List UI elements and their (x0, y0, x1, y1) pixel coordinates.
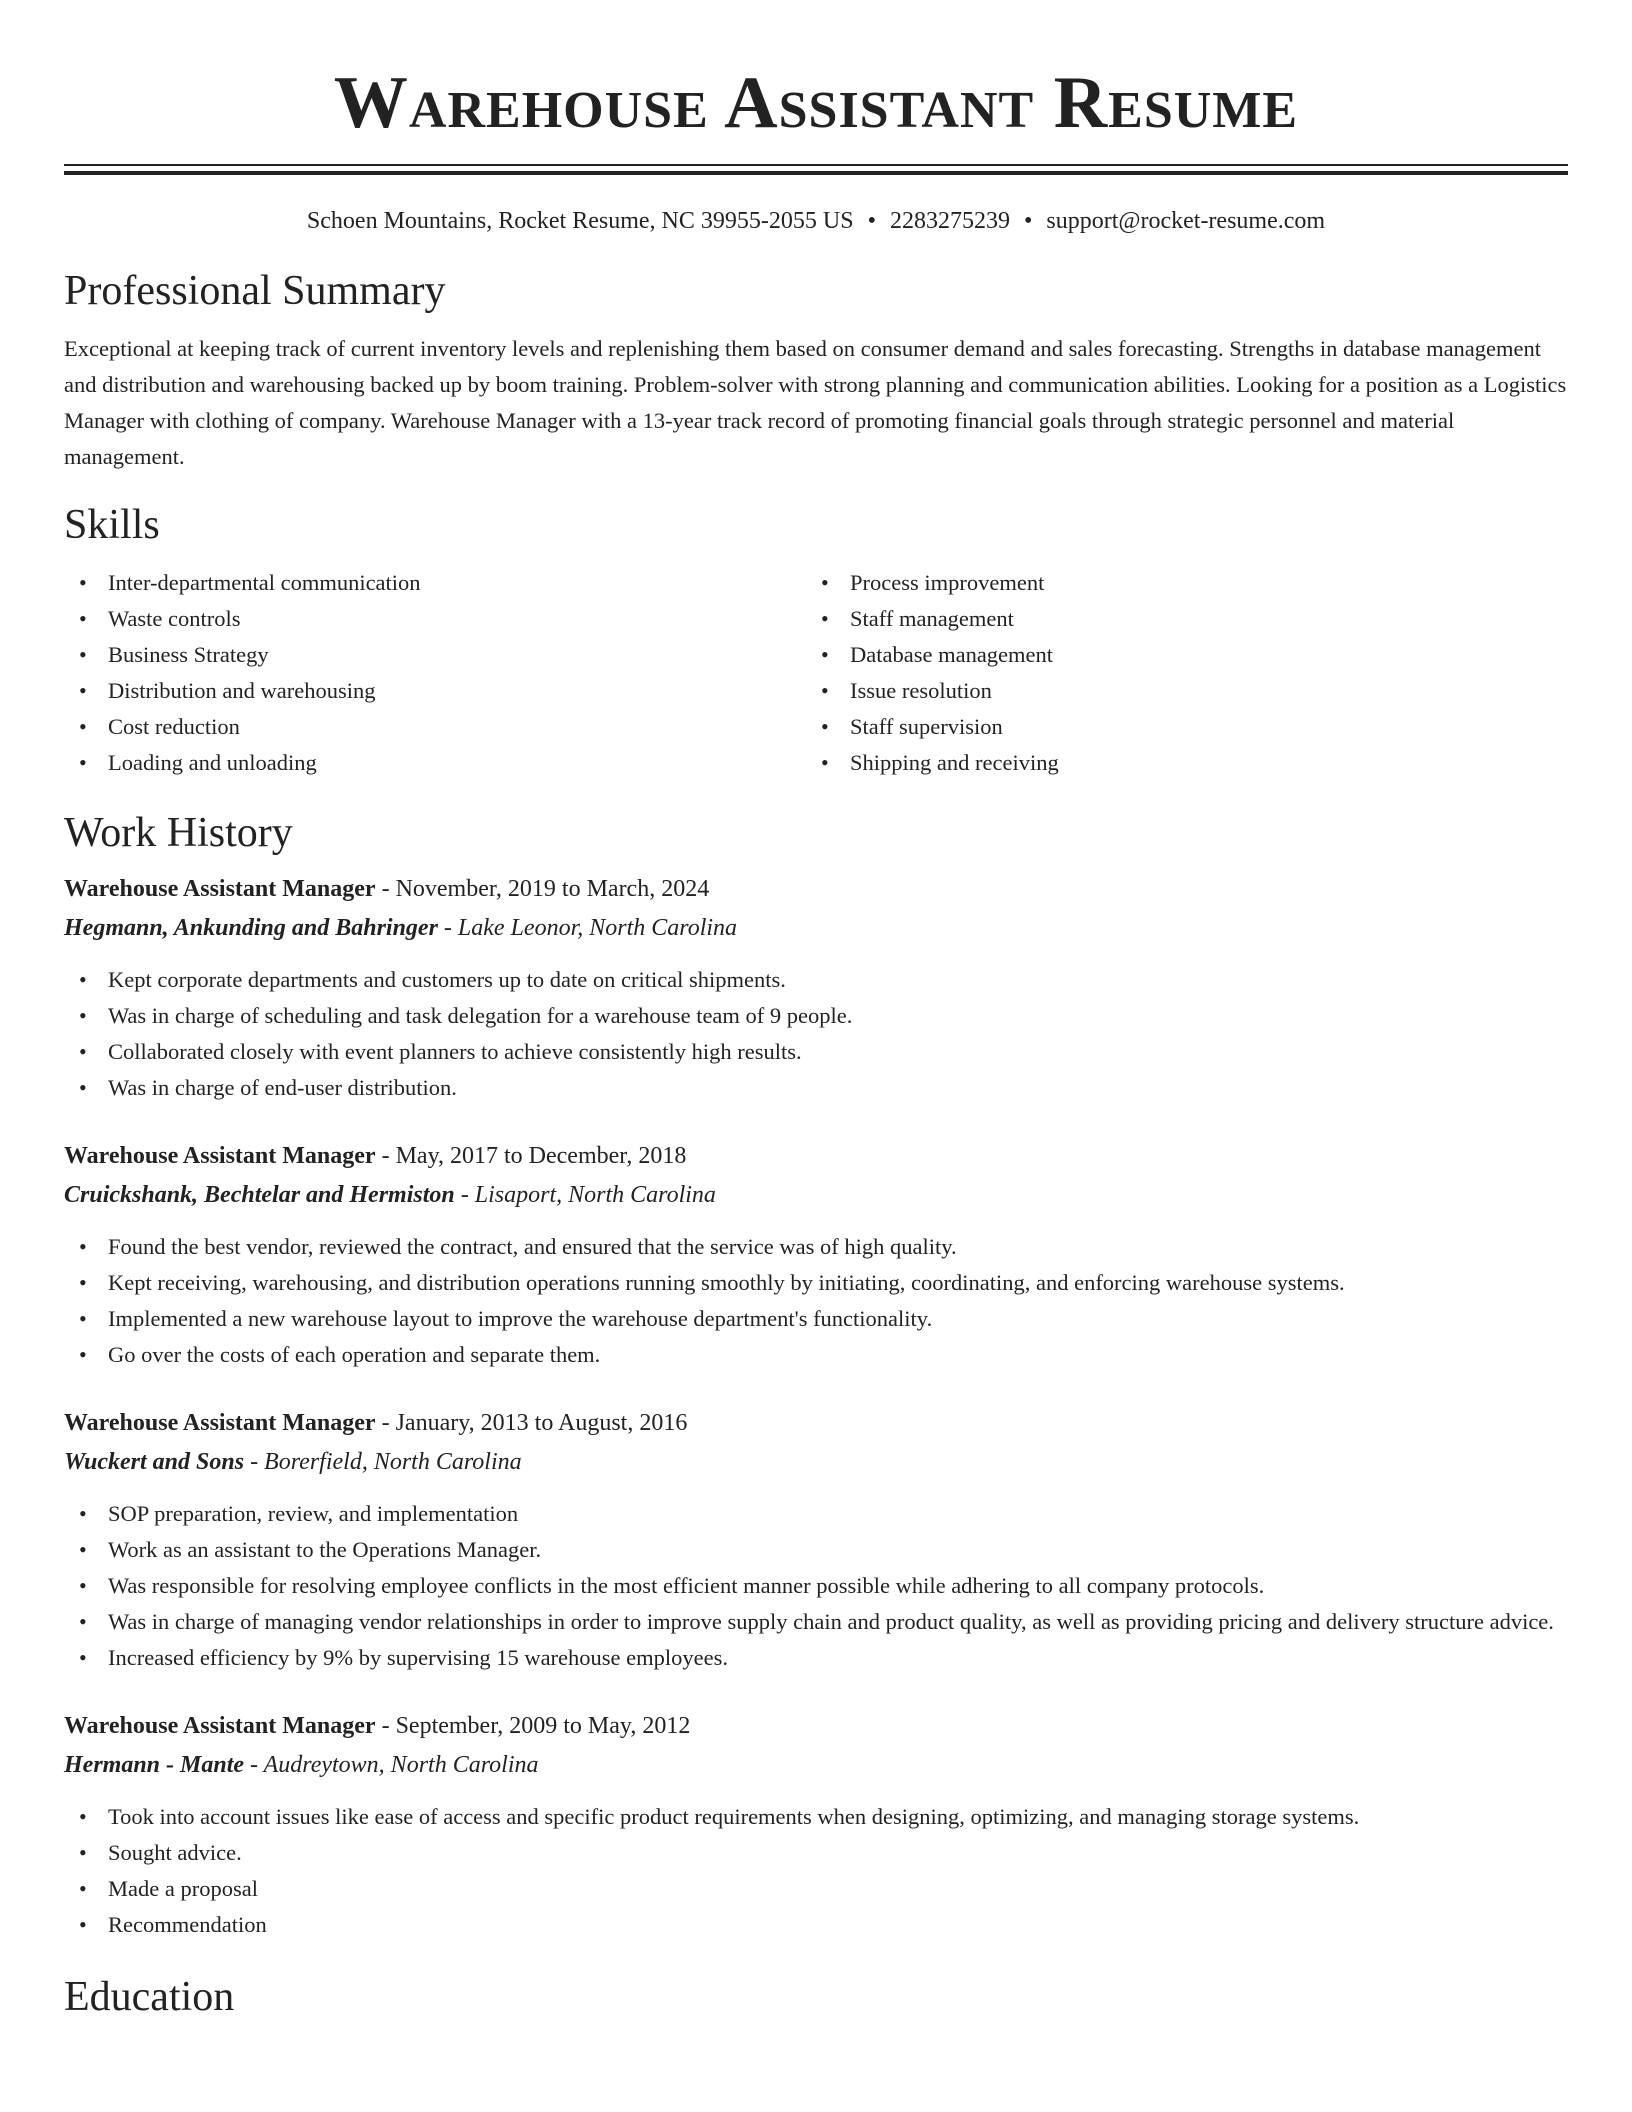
job-bullet: • Took into account issues like ease of access and specific product requirements when designing, optimizing, and managing storage systems. (79, 1804, 1360, 1829)
title-divider-thin (64, 164, 1568, 166)
job-bullet: • Kept corporate departments and customers up to date on critical shipments. (79, 967, 786, 992)
job-dates: - November, 2019 to March, 2024 (375, 876, 710, 902)
education-section (64, 1971, 1568, 2023)
job-entry (64, 1138, 1568, 1373)
skill-item: • Distribution and warehousing (79, 678, 376, 703)
skills-heading: Skills (64, 502, 160, 548)
summary-text: Exceptional at keeping track of current inventory levels and replenishing them based on consumer demand and sales forecasting. Strengths in database management and distribution and warehousing backed up by boom training. Problem-solver with strong planning and communication abilities. Looking for a position as a Logistics Manager with clothing of company. Warehouse Manager with a 13-year track record of promoting financial goals through strategic personnel and material management. (64, 336, 1567, 469)
job-bullet: • Was responsible for resolving employee conflicts in the most efficient manner possible while adhering to all company protocols. (79, 1573, 1265, 1598)
job-bullet: • Was in charge of end-user distribution. (79, 1075, 457, 1100)
job-bullets (64, 1496, 1568, 1676)
job-bullet: • Increased efficiency by 9% by supervising 15 warehouse employees. (79, 1645, 729, 1670)
job-bullet: • Implemented a new warehouse layout to improve the warehouse department's functionality. (79, 1306, 933, 1331)
summary-section (64, 265, 1568, 475)
company-line (64, 1444, 1568, 1480)
skill-item: • Staff supervision (821, 714, 1003, 739)
resume-page (64, 0, 1568, 2023)
job-entry (64, 1405, 1568, 1676)
skill-item: • Inter-departmental communication (79, 570, 421, 595)
skill-item: • Issue resolution (821, 678, 992, 703)
company-line (64, 1747, 1568, 1783)
skill-item: • Cost reduction (79, 714, 240, 739)
company-line (64, 1177, 1568, 1213)
summary-heading: Professional Summary (64, 268, 446, 314)
company-location: - Lake Leonor, North Carolina (437, 915, 738, 941)
job-title-line (64, 871, 1568, 907)
contact-email: support@rocket-resume.com (1046, 208, 1326, 234)
work-history-heading: Work History (64, 810, 293, 856)
job-bullet: • Go over the costs of each operation and separate them. (79, 1342, 601, 1367)
job-entry (64, 871, 1568, 1106)
job-bullet: • Collaborated closely with event planners to achieve consistently high results. (79, 1039, 802, 1064)
title-divider-thick (64, 171, 1568, 175)
resume-title: Warehouse Assistant Resume (333, 62, 1299, 144)
job-bullet: • Found the best vendor, reviewed the contract, and ensured that the service was of high quality. (79, 1234, 957, 1259)
job-bullet: • Made a proposal (79, 1876, 258, 1901)
job-title: Warehouse Assistant Manager (64, 1143, 376, 1169)
company-name: Cruickshank, Bechtelar and Hermiston (64, 1182, 455, 1208)
company-name: Hegmann, Ankunding and Bahringer (64, 915, 438, 941)
job-bullet: • SOP preparation, review, and implementation (79, 1501, 519, 1526)
skills-grid (64, 565, 1568, 781)
job-bullet: • Kept receiving, warehousing, and distribution operations running smoothly by initiating, coordinating, and enforcing warehouse systems. (79, 1270, 1345, 1295)
skill-item: • Staff management (821, 606, 1014, 631)
contact-address: Schoen Mountains, Rocket Resume, NC 39955-2055 US (306, 208, 854, 234)
job-bullets (64, 962, 1568, 1106)
education-heading: Education (64, 1974, 235, 2020)
job-title-line (64, 1138, 1568, 1174)
skill-item: • Loading and unloading (79, 750, 317, 775)
job-dates: - January, 2013 to August, 2016 (375, 1410, 688, 1436)
company-line (64, 910, 1568, 946)
job-title-line (64, 1708, 1568, 1744)
job-title-line (64, 1405, 1568, 1441)
company-location: - Lisaport, North Carolina (454, 1182, 716, 1208)
skill-item: • Shipping and receiving (821, 750, 1059, 775)
company-name: Wuckert and Sons (64, 1449, 245, 1475)
skill-item: • Process improvement (821, 570, 1045, 595)
job-bullets (64, 1799, 1568, 1943)
contact-phone: 2283275239 (889, 208, 1010, 234)
skills-section (64, 499, 1568, 781)
skills-column-left (64, 565, 806, 781)
contact-separator: • (1023, 208, 1033, 234)
job-bullets (64, 1229, 1568, 1373)
job-bullet: • Was in charge of managing vendor relationships in order to improve supply chain and product quality, as well as providing pricing and delivery structure advice. (79, 1609, 1554, 1634)
contact-line (64, 205, 1568, 237)
job-bullet: • Was in charge of scheduling and task delegation for a warehouse team of 9 people. (79, 1003, 853, 1028)
skills-column-right (806, 565, 1548, 781)
company-location: - Borerfield, North Carolina (244, 1449, 522, 1475)
job-title: Warehouse Assistant Manager (64, 1713, 376, 1739)
contact-separator: • (867, 208, 876, 234)
job-bullet: • Work as an assistant to the Operations Manager. (79, 1537, 542, 1562)
skill-item: • Waste controls (79, 606, 241, 631)
job-bullet: • Sought advice. (79, 1840, 242, 1865)
company-location: - Audreytown, North Carolina (244, 1752, 539, 1778)
skill-item: • Business Strategy (79, 642, 269, 667)
job-title: Warehouse Assistant Manager (64, 876, 376, 902)
job-dates: - September, 2009 to May, 2012 (375, 1713, 691, 1739)
skill-item: • Database management (821, 642, 1054, 667)
work-history-section (64, 807, 1568, 1943)
company-name: Hermann - Mante (64, 1752, 245, 1778)
job-bullet: • Recommendation (79, 1912, 267, 1937)
job-title: Warehouse Assistant Manager (64, 1410, 376, 1436)
job-entry (64, 1708, 1568, 1943)
job-dates: - May, 2017 to December, 2018 (375, 1143, 687, 1169)
